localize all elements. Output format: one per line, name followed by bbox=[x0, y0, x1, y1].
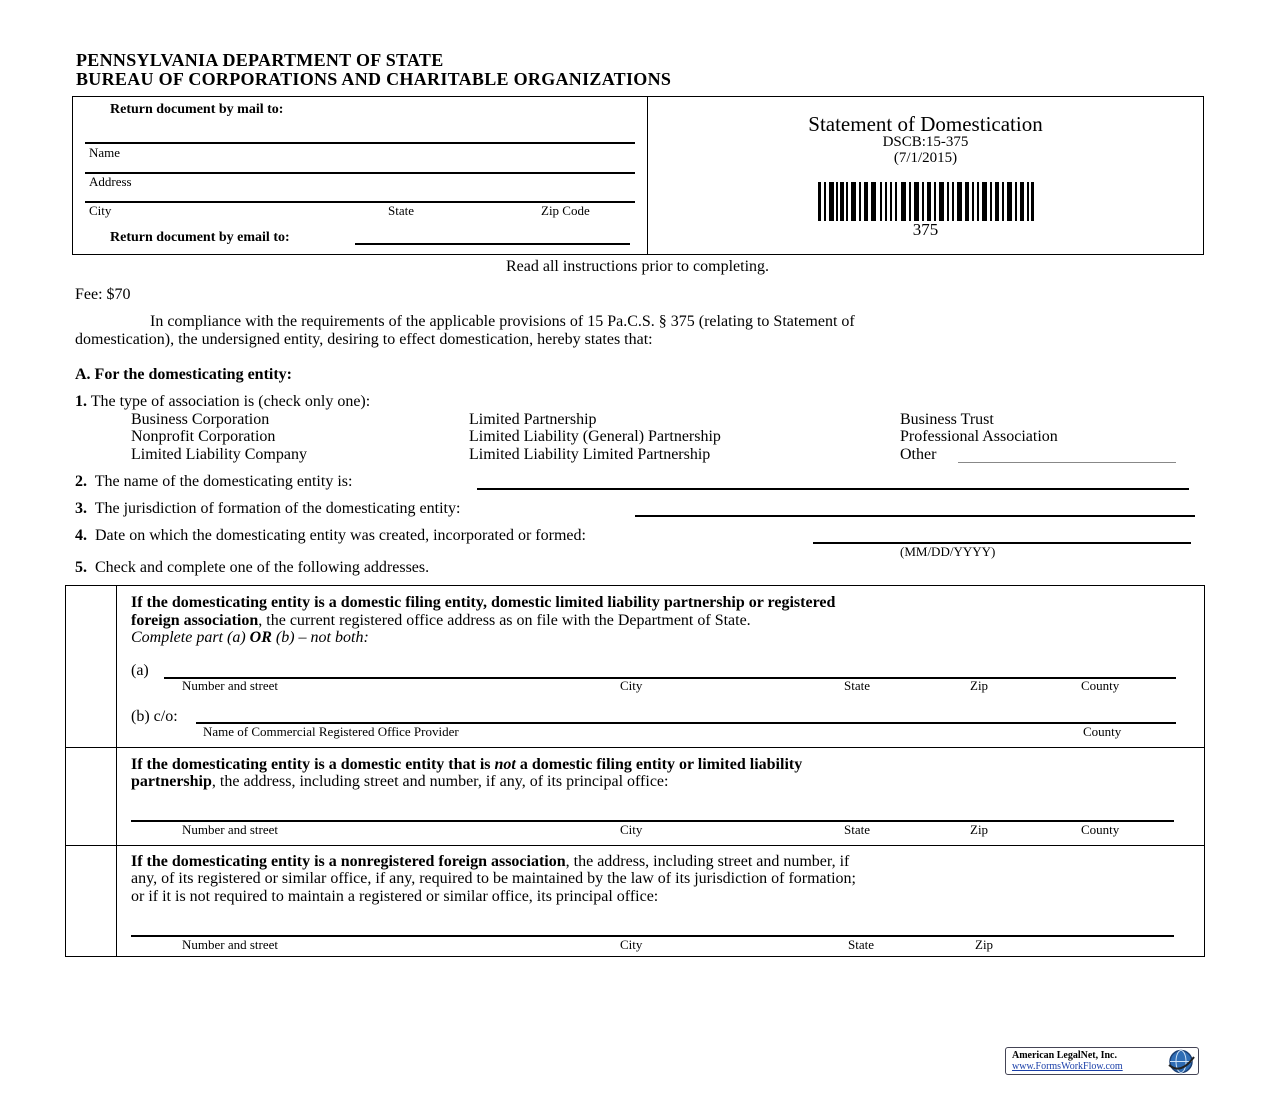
col-zip: Zip bbox=[970, 678, 989, 693]
opt3-line-3: or if it is not required to maintain a registered or similar office, its principal office: bbox=[131, 888, 659, 905]
option-2-checkbox[interactable] bbox=[66, 749, 115, 844]
opt1-line-2: foreign association, the current registered office address as on file with the Department of State. bbox=[131, 612, 751, 629]
jurisdiction-field[interactable] bbox=[635, 515, 1195, 517]
q3-text: 3. The jurisdiction of formation of the domesticating entity: bbox=[75, 500, 461, 517]
formation-date-field[interactable] bbox=[813, 542, 1191, 544]
form-date: (7/1/2015) bbox=[893, 150, 958, 166]
part-b-label: (b) c/o: bbox=[131, 708, 178, 725]
return-mail-label: Return document by mail to: bbox=[110, 102, 284, 117]
col-number-street: Number and street bbox=[182, 822, 279, 837]
opt1-line-3: Complete part (a) OR (b) – not both: bbox=[131, 629, 369, 646]
q4-text: 4. Date on which the domesticating entity was created, incorporated or formed: bbox=[75, 527, 586, 544]
form-code: DSCB:15-375 bbox=[882, 134, 969, 150]
col-zip: Zip bbox=[970, 822, 989, 837]
col-county: County bbox=[1081, 822, 1120, 837]
opt2-line-1: If the domesticating entity is a domestic entity that is not a domestic filing entity or limited liability bbox=[131, 756, 803, 773]
part-a-label: (a) bbox=[131, 662, 149, 679]
name-field[interactable] bbox=[85, 142, 635, 144]
col-state: State bbox=[844, 678, 870, 693]
barcode-number: 375 bbox=[912, 220, 939, 239]
zip-code-label: Zip Code bbox=[541, 203, 590, 218]
part-a-address-field[interactable] bbox=[164, 677, 1176, 679]
option-llc[interactable]: Limited Liability Company bbox=[131, 446, 307, 463]
city-label: City bbox=[89, 203, 112, 218]
col-number-street: Number and street bbox=[182, 678, 279, 693]
option-llp-general[interactable]: Limited Liability (General) Partnership bbox=[469, 428, 721, 445]
option-lllp[interactable]: Limited Liability Limited Partnership bbox=[469, 446, 711, 463]
option-nonprofit-corporation[interactable]: Nonprofit Corporation bbox=[131, 428, 276, 445]
col-state: State bbox=[848, 937, 874, 952]
option-business-trust[interactable]: Business Trust bbox=[900, 411, 994, 428]
option-3-checkbox[interactable] bbox=[66, 847, 115, 955]
publisher-url[interactable]: www.FormsWorkFlow.com bbox=[1012, 1061, 1123, 1072]
form-title: Statement of Domestication bbox=[808, 112, 1043, 136]
col-state: State bbox=[844, 822, 870, 837]
return-email-label: Return document by email to: bbox=[110, 230, 290, 245]
publisher-badge bbox=[1005, 1047, 1199, 1075]
section-a-heading: A. For the domesticating entity: bbox=[75, 366, 292, 383]
principal-office-field[interactable] bbox=[131, 820, 1174, 822]
intro-line-1: In compliance with the requirements of the applicable provisions of 15 Pa.C.S. § 375 (relating to Statement of bbox=[150, 313, 855, 330]
col-city: City bbox=[620, 678, 643, 693]
address-label: Address bbox=[89, 174, 132, 189]
department-title: PENNSYLVANIA DEPARTMENT OF STATE bbox=[76, 50, 444, 70]
opt3-line-1: If the domesticating entity is a nonregistered foreign association, the address, including street and number, if bbox=[131, 853, 850, 870]
entity-name-field[interactable] bbox=[477, 488, 1189, 490]
col-county: County bbox=[1083, 724, 1122, 739]
publisher-name: American LegalNet, Inc. bbox=[1012, 1050, 1117, 1061]
intro-line-2: domestication), the undersigned entity, desiring to effect domestication, hereby states that: bbox=[75, 331, 653, 348]
option-business-corporation[interactable]: Business Corporation bbox=[131, 411, 270, 428]
state-label: State bbox=[388, 203, 414, 218]
col-city: City bbox=[620, 822, 643, 837]
address-field[interactable] bbox=[85, 172, 635, 174]
col-zip: Zip bbox=[975, 937, 994, 952]
q5-text: 5. Check and complete one of the following addresses. bbox=[75, 559, 430, 576]
foreign-office-field[interactable] bbox=[131, 935, 1174, 937]
barcode bbox=[818, 182, 1034, 221]
opt2-line-2: partnership, the address, including street and number, if any, of its principal office: bbox=[131, 773, 669, 790]
name-label: Name bbox=[89, 145, 121, 160]
q1-text: 1. The type of association is (check only one): bbox=[75, 393, 371, 410]
col-city: City bbox=[620, 937, 643, 952]
email-field[interactable] bbox=[355, 243, 630, 245]
col-county: County bbox=[1081, 678, 1120, 693]
q2-text: 2. The name of the domesticating entity is: bbox=[75, 473, 353, 490]
globe-logo-icon bbox=[1166, 1049, 1196, 1074]
bureau-title: BUREAU OF CORPORATIONS AND CHARITABLE ORGANIZATIONS bbox=[76, 69, 672, 89]
col-number-street: Number and street bbox=[182, 937, 279, 952]
col-provider-name: Name of Commercial Registered Office Provider bbox=[203, 724, 459, 739]
other-field[interactable] bbox=[958, 462, 1176, 463]
date-format-hint: (MM/DD/YYYY) bbox=[900, 544, 996, 559]
option-limited-partnership[interactable]: Limited Partnership bbox=[469, 411, 597, 428]
option-1-checkbox[interactable] bbox=[66, 587, 115, 746]
opt3-line-2: any, of its registered or similar office, if any, required to be maintained by the law of its jurisdiction of formation; bbox=[131, 870, 856, 887]
option-other[interactable]: Other bbox=[900, 446, 937, 463]
option-professional-association[interactable]: Professional Association bbox=[900, 428, 1058, 445]
instructions-note: Read all instructions prior to completing. bbox=[505, 258, 770, 275]
opt1-line-1: If the domesticating entity is a domestic filing entity, domestic limited liability partnership or registered bbox=[131, 594, 836, 611]
fee-text: Fee: $70 bbox=[75, 286, 131, 303]
